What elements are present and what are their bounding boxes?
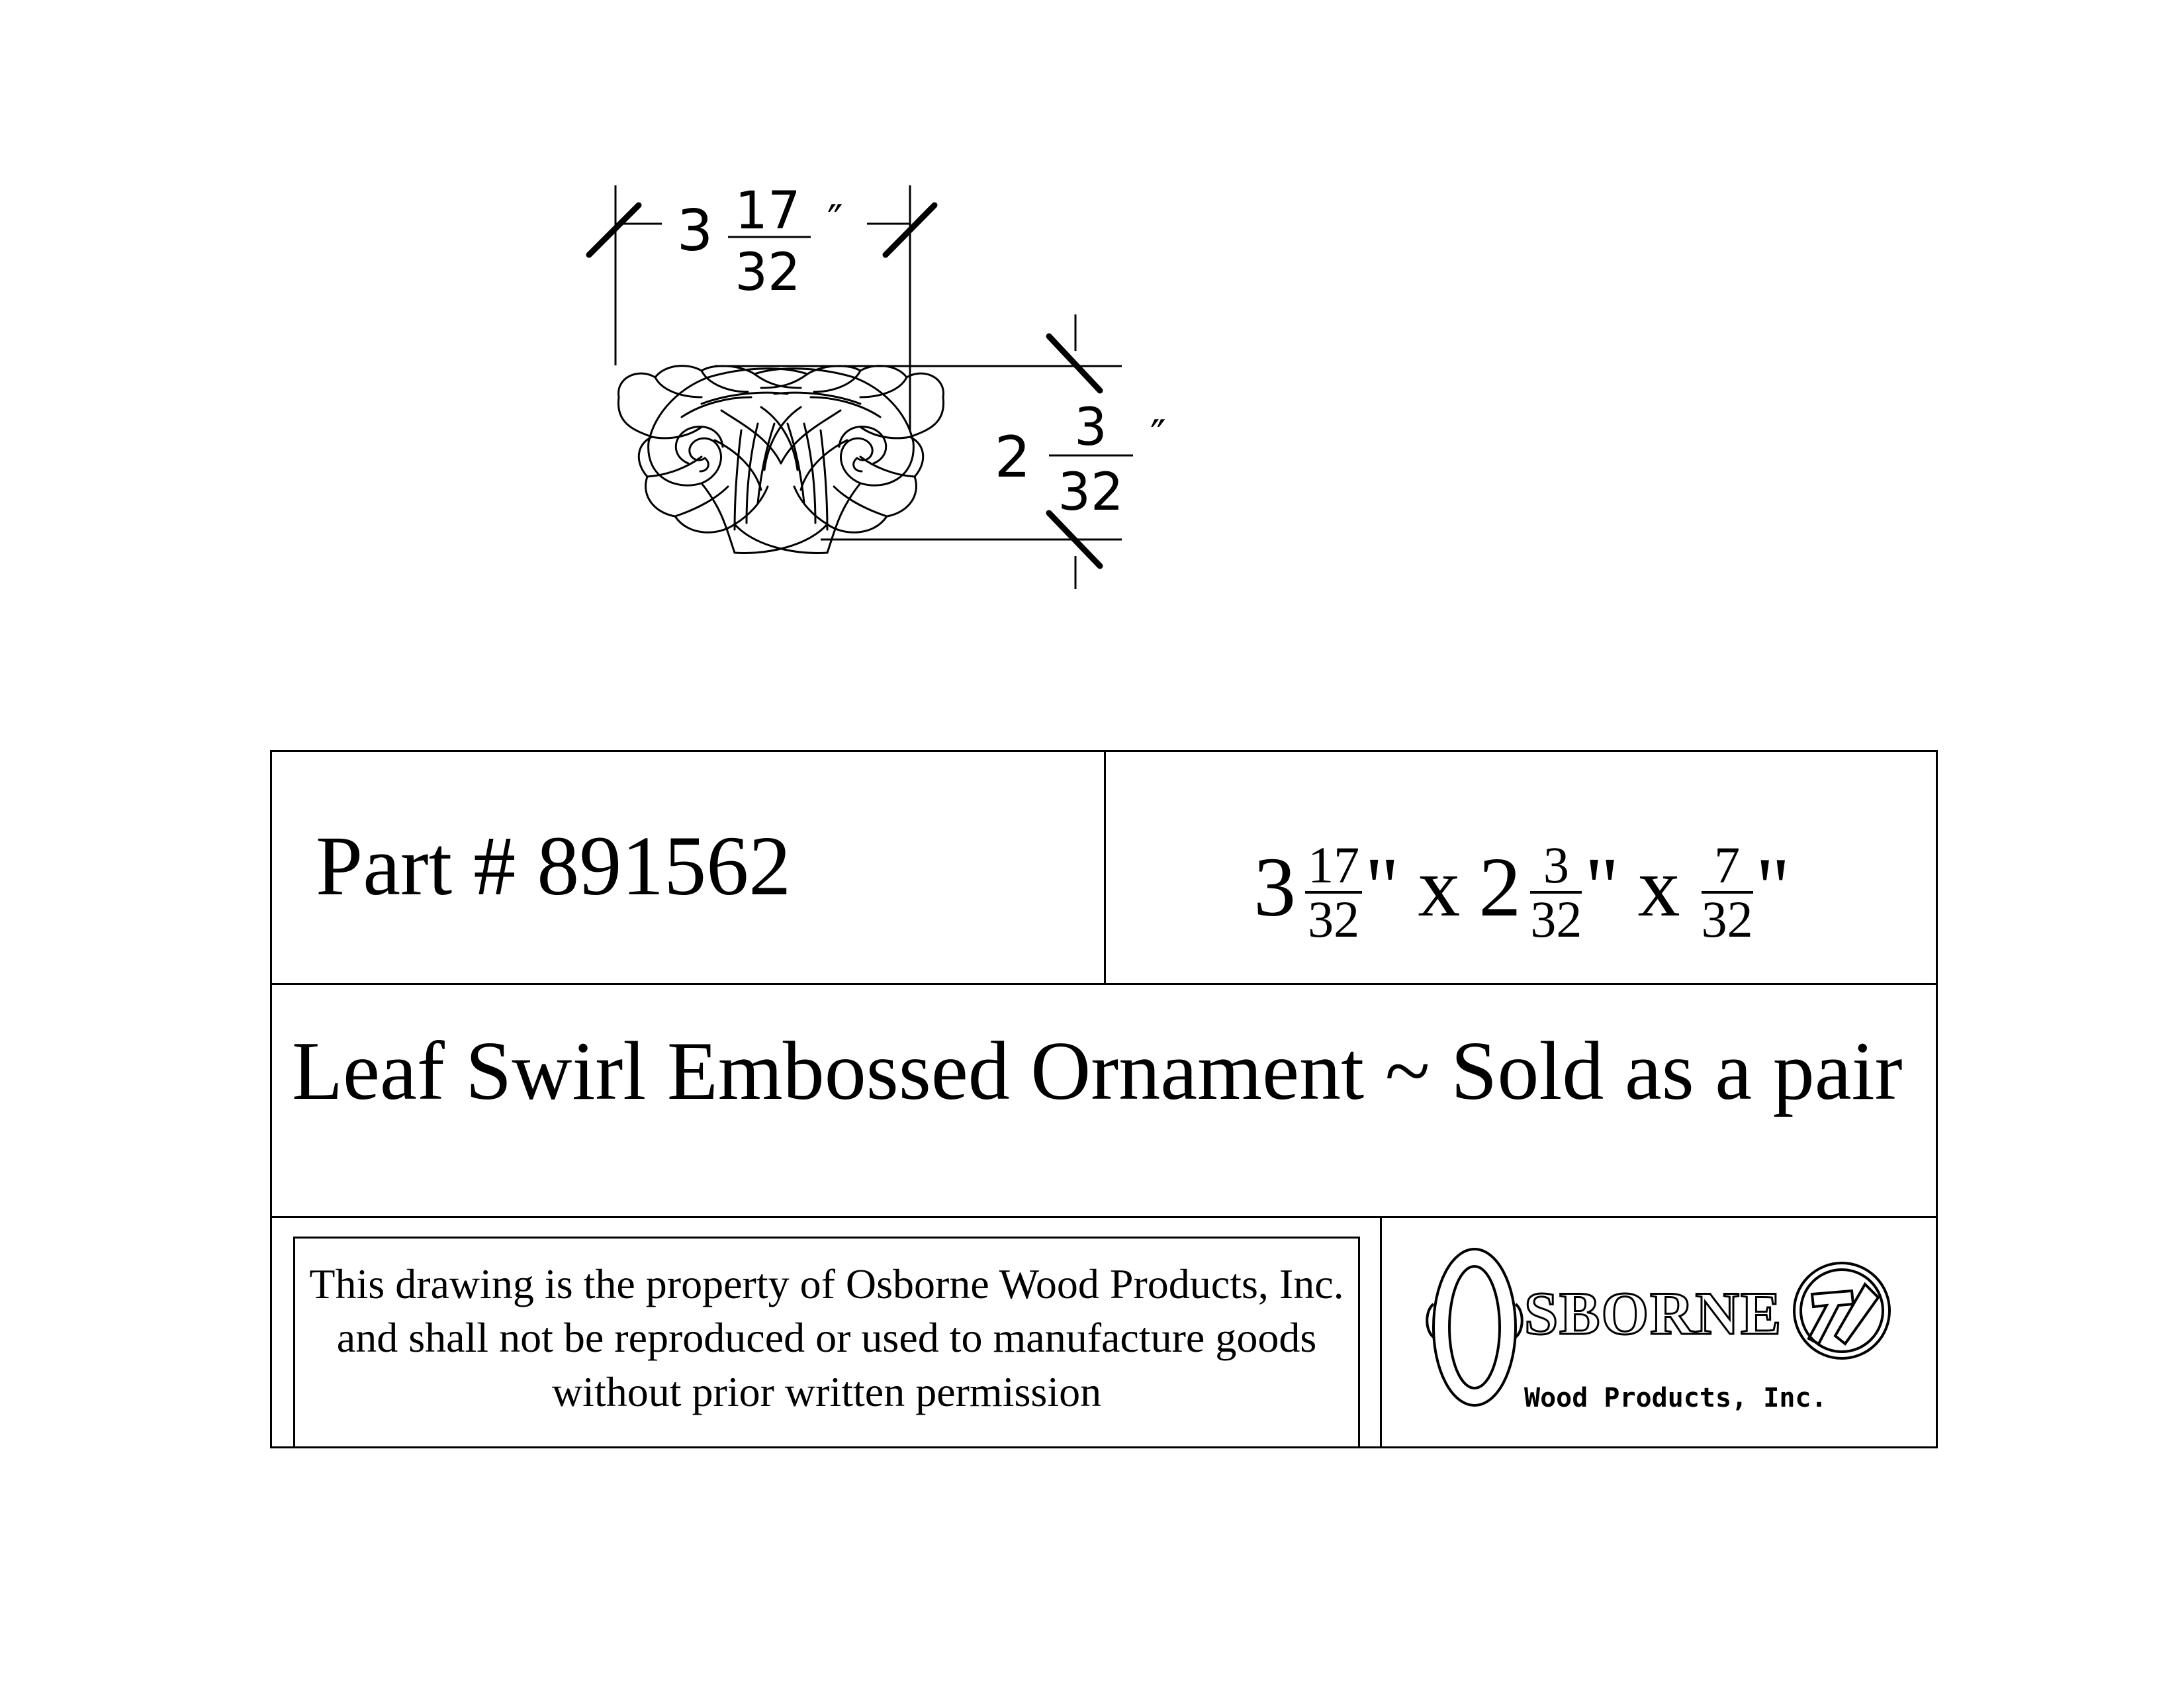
dim-width-fraction — [1530, 836, 1582, 949]
height-numerator: 3 — [1074, 398, 1107, 457]
dim-width-denominator: 32 — [1530, 890, 1582, 949]
dim-thickness-numerator: 7 — [1702, 841, 1753, 894]
width-denominator: 32 — [735, 243, 801, 303]
width-numerator: 17 — [735, 181, 801, 241]
part-number: Part # 891562 — [316, 819, 792, 913]
height-unit: ″ — [1150, 412, 1166, 461]
width-dimension-label — [677, 181, 843, 303]
dim-width-unit: " — [1584, 840, 1619, 935]
height-denominator: 32 — [1058, 463, 1124, 522]
width-unit: ″ — [827, 197, 843, 246]
height-dimension-label — [995, 398, 1166, 522]
dim-thickness-unit: " — [1755, 840, 1790, 935]
dim-length-fraction — [1305, 836, 1362, 949]
dim-length-whole: 3 — [1253, 840, 1297, 935]
dim-length-numerator: 17 — [1305, 841, 1362, 894]
copyright-notice: This drawing is the property of Osborne Wood Products, Inc. and shall not be reproduced or used to manufacture goods without prior written permission — [309, 1260, 1344, 1415]
title-block — [270, 750, 1938, 1448]
dim-thickness-denominator: 32 — [1701, 890, 1753, 949]
dim-width-numerator: 3 — [1530, 841, 1582, 894]
dim-width-whole: 2 — [1479, 840, 1522, 935]
logo-tagline: Wood Products, Inc. — [1524, 1383, 1827, 1413]
notice-cell — [272, 1218, 1382, 1446]
part-number-cell — [272, 752, 1106, 985]
dim-length-unit: " — [1365, 840, 1400, 935]
logo-o-initial-icon — [1427, 1249, 1522, 1405]
hammer-icon — [1794, 1263, 1889, 1358]
logo-cell — [1382, 1218, 1936, 1446]
height-whole: 2 — [994, 424, 1031, 491]
width-whole: 3 — [676, 198, 713, 264]
dimensions-cell — [1106, 752, 1938, 985]
dim-thickness-fraction — [1701, 836, 1753, 949]
dim-separator-1: x — [1418, 840, 1461, 935]
ornament-drawing — [0, 0, 2184, 662]
product-description: Leaf Swirl Embossed Ornament ~ Sold as a pair — [292, 1025, 1903, 1117]
copyright-notice-box — [293, 1237, 1360, 1448]
dim-length-denominator: 32 — [1308, 890, 1360, 949]
dim-separator-2: x — [1637, 840, 1680, 935]
overall-dimensions — [1106, 836, 1938, 949]
osborne-logo — [1422, 1238, 1898, 1430]
description-cell — [272, 985, 1936, 1218]
logo-name: SBORNE — [1524, 1280, 1783, 1347]
